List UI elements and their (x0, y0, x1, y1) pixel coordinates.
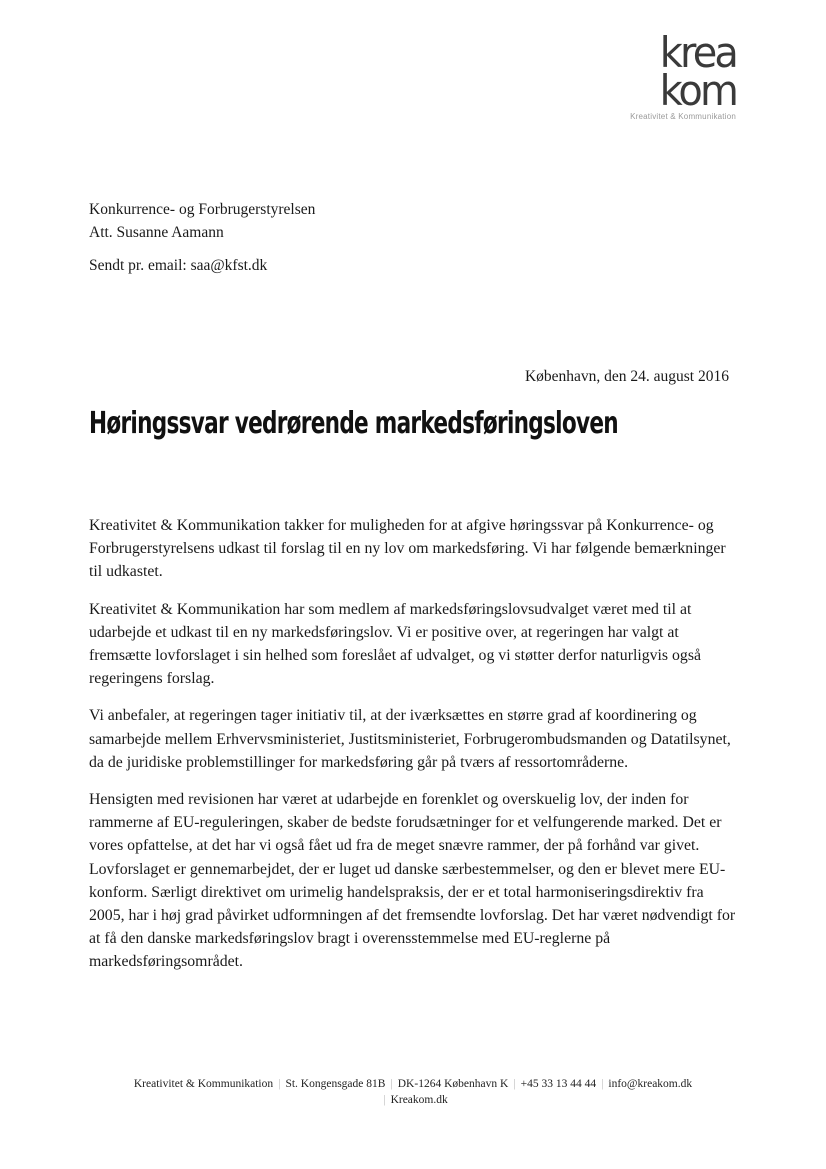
recipient-att: Att. Susanne Aamann (89, 224, 224, 241)
dateline: København, den 24. august 2016 (524, 368, 729, 385)
body-paragraph: Hensigten med revisionen har været at udarbejde en forenklet og overskuelig lov, der inden for rammerne af EU-reguleringen, skaber de bedste forudsætninger for et velfungerende marked. Det er vores opfattelse, at det har vi også fået ud fra de meget snævre rammer, der på forhånd var givet. Lovforslaget er gennemarbejdet, der er luget ud danske særbestemmelser, og den er blevet mere EU-konform. Særligt direktivet om urimelig handelspraksis, der er et total harmoniseringsdirektiv fra 2005, har i høj grad påvirket udformningen af det fremsendte lovforslag. Det har været nødvendigt for at få den danske markedsføringslov bragt i overensstemmelse med EU-reglerne på markedsføringsområdet. (89, 791, 736, 971)
footer-web: Kreakom.dk (390, 1094, 448, 1106)
logo-tagline: Kreativitet & Kommunikation (630, 112, 736, 121)
letter-title: Høringssvar vedrørende markedsføringsloven (89, 406, 618, 441)
recipient-block (89, 198, 315, 244)
sent-by-email: Sendt pr. email: saa@kfst.dk (89, 257, 268, 274)
body-paragraph: Kreativitet & Kommunikation takker for muligheden for at afgive høringssvar på Konkurrence- og Forbrugerstyrelsens udkast til forslag til en ny lov om markedsføring. Vi har følgende bemærkninger til udkastet. (89, 517, 726, 581)
footer-org: Kreativitet & Kommunikation (133, 1078, 274, 1090)
letter-body (89, 514, 739, 988)
footer-phone: +45 33 13 44 44 (520, 1078, 597, 1090)
footer-line-1 (0, 1076, 826, 1092)
body-paragraph: Kreativitet & Kommunikation har som medlem af markedsføringslovsudvalget været med til at udarbejde et udkast til en ny markedsføringslov. Vi er positive over, at regeringen har valgt at fremsætte lovforslaget i sin helhed som foreslået af udvalget, og vi støtter derfor naturligvis også regeringens forslag. (89, 600, 701, 688)
footer-separator: | (513, 1078, 516, 1090)
footer-line-2 (0, 1092, 826, 1108)
footer-city: DK-1264 København K (397, 1078, 509, 1090)
recipient-org: Konkurrence- og Forbrugerstyrelsen (89, 201, 316, 218)
footer-separator: | (390, 1078, 393, 1090)
footer-separator: | (383, 1094, 386, 1106)
logo-line-2: kom (659, 66, 736, 115)
footer (0, 1076, 826, 1108)
footer-separator: | (601, 1078, 604, 1090)
footer-separator: | (278, 1078, 281, 1090)
body-paragraph: Vi anbefaler, at regeringen tager initiativ til, at der iværksættes en større grad af koordinering og samarbejde mellem Erhvervsministeriet, Justitsministeriet, Forbrugerombudsmanden og Datatilsynet, da de juridiske problemstillinger for markedsføring går på tværs af ressortområderne. (89, 707, 731, 771)
footer-street: St. Kongensgade 81B (285, 1078, 386, 1090)
footer-email: info@kreakom.dk (608, 1078, 693, 1090)
logo-line-1: krea (659, 28, 736, 77)
logo (606, 28, 736, 121)
